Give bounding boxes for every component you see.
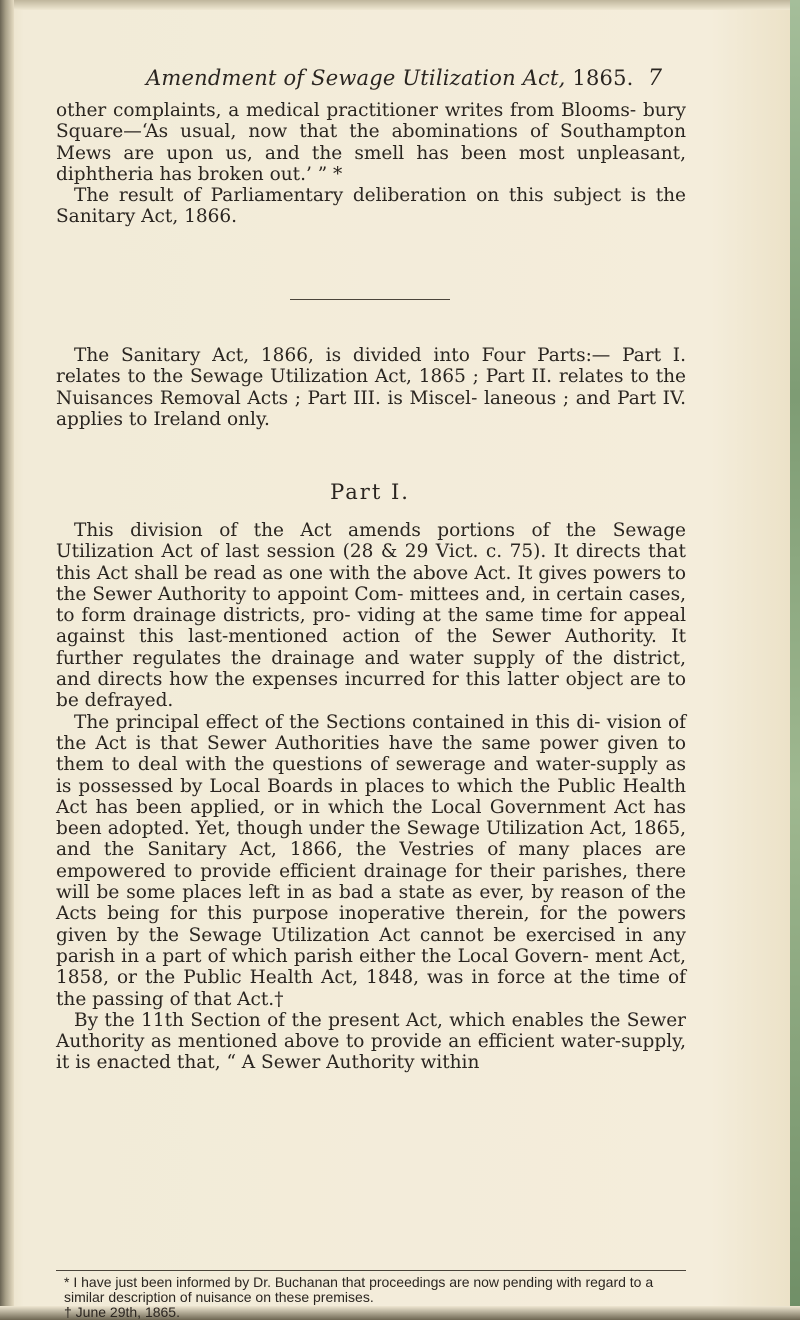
footnote-2: † June 29th, 1865. bbox=[64, 1304, 180, 1320]
running-head-title: Amendment of Sewage Utilization Act, bbox=[146, 66, 566, 90]
summary-section bbox=[56, 345, 686, 430]
intro-paragraph-2: The result of Parliamentary deliberation on this subject is the Sanitary Act, 1866. bbox=[56, 185, 686, 228]
footnotes bbox=[64, 1275, 686, 1320]
intro-paragraph-1: other complaints, a medical practitioner writes from Blooms- bury Square—‘As usual, now that the abominations of Southampton Mews are upon us, and the smell has been most unpleasant, diphtheria has broken out.’ ” * bbox=[56, 100, 686, 185]
page-top-edge bbox=[0, 0, 800, 10]
footnote-divider bbox=[56, 1270, 686, 1271]
part1-paragraph-2: The principal effect of the Sections contained in this di- vision of the Act is that Sewer Authorities have the same power given to them to deal with the questions of sewerage and water-supply as is possessed by Local Boards in places to which the Public Health Act has been applied, or in which the Local Government Act has been adopted. Yet, though under the Sewage Utilization Act, 1865, and the Sanitary Act, 1866, the Vestries of many places are empowered to provide efficient drainage for their parishes, there will be some places left in as bad a state as ever, by reason of the Acts being for this purpose inoperative therein, for the powers given by the Sewage Utilization Act cannot be exercised in any parish in a part of which parish either the Local Govern- ment Act, 1858, or the Public Health Act, 1848, was in force at the time of the passing of that Act.† bbox=[56, 711, 686, 1010]
binding-strip bbox=[790, 0, 800, 1320]
page-number: 7 bbox=[648, 66, 662, 91]
section-divider bbox=[290, 299, 450, 300]
intro-section bbox=[56, 100, 686, 228]
page-left-edge bbox=[0, 0, 14, 1320]
part-heading: Part I. bbox=[330, 480, 410, 504]
part1-paragraph-1: This division of the Act amends portions of the Sewage Utilization Act of last session (28 & 29 Vict. c. 75). It directs that this Act shall be read as one with the above Act. It gives powers to the Sewer Authority to appoint Com- mittees and, in certain cases, to form drainage districts, pro- viding at the same time for appeal against this last-mentioned action of the Sewer Authority. It further regulates the drainage and water supply of the district, and directs how the expenses incurred for this latter object are to be defrayed. bbox=[56, 520, 686, 712]
running-head-year: 1865. bbox=[572, 66, 634, 90]
footnote-1: * I have just been informed by Dr. Buchanan that proceedings are now pending with regard to a similar description of nuisance on these premises. bbox=[64, 1274, 654, 1305]
summary-paragraph: The Sanitary Act, 1866, is divided into Four Parts:— Part I. relates to the Sewage Utilization Act, 1865 ; Part II. relates to the Nuisances Removal Acts ; Part III. is Miscel- laneous ; and Part IV. applies to Ireland only. bbox=[56, 345, 686, 430]
part1-paragraph-3: By the 11th Section of the present Act, which enables the Sewer Authority as mentioned above to provide an efficient water-supply, it is enacted that, “ A Sewer Authority within bbox=[56, 1009, 686, 1074]
part1-section bbox=[56, 520, 686, 1074]
